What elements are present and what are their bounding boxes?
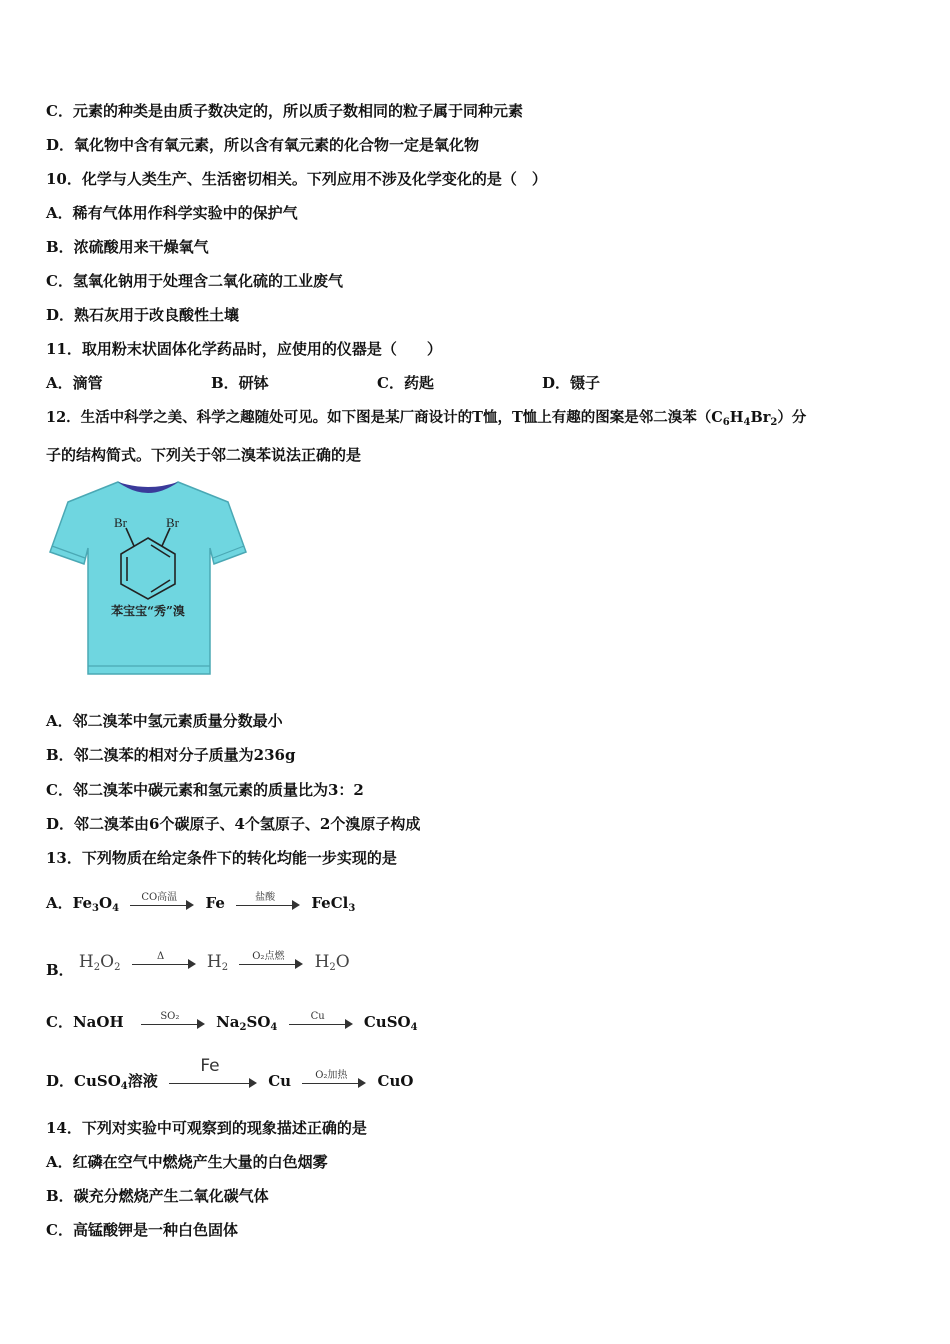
q13-option-c: C．NaOH SO₂ $Na_2SO_4$ Cu CuSO$_4$ bbox=[46, 1011, 418, 1033]
q13-stem: 13．下列物质在给定条件下的转化均能一步实现的是 bbox=[46, 849, 397, 867]
q11-option-d: D．镊子 bbox=[542, 374, 601, 392]
q10-option-c: C．氢氧化钠用于处理含二氧化硫的工业废气 bbox=[46, 272, 343, 290]
br-left-label: Br bbox=[114, 515, 127, 530]
q9-option-d: D．氧化物中含有氧元素，所以含有氧元素的化合物一定是氧化物 bbox=[46, 136, 480, 154]
q11-option-c: C．药匙 bbox=[377, 374, 434, 392]
q10-option-a: A．稀有气体用作科学实验中的保护气 bbox=[46, 204, 298, 222]
q12-stem-line2: 子的结构简式。下列关于邻二溴苯说法正确的是 bbox=[46, 446, 362, 464]
reaction-arrow: Fe bbox=[169, 1072, 257, 1092]
q11-option-b: B．研钵 bbox=[211, 374, 269, 392]
q12-option-a: A．邻二溴苯中氢元素质量分数最小 bbox=[46, 712, 283, 730]
q14-stem: 14．下列对实验中可观察到的现象描述正确的是 bbox=[46, 1119, 367, 1137]
reaction-arrow: O₂加热 bbox=[302, 1072, 366, 1092]
q12-option-b: B．邻二溴苯的相对分子质量为236g bbox=[46, 746, 296, 764]
reaction-arrow: Δ bbox=[132, 953, 196, 973]
tshirt-slogan: 苯宝宝“秀”溴 bbox=[111, 604, 185, 618]
tshirt-figure bbox=[48, 478, 248, 678]
q12-option-c: C．邻二溴苯中碳元素和氢元素的质量比为3：2 bbox=[46, 781, 364, 799]
q10-option-d: D．熟石灰用于改良酸性土壤 bbox=[46, 306, 240, 324]
reaction-arrow: O₂点燃 bbox=[239, 953, 303, 973]
q13-option-a: A．$Fe_3O_4$ CO高温 Fe 盐酸 FeCl$_3$ bbox=[46, 892, 356, 914]
q13-option-b: B． $H_2O_2$ Δ $H_2$ O₂点燃 $H_2O$ bbox=[46, 951, 350, 979]
q13-option-d: D．CuSO$_4$溶液 Fe Cu O₂加热 CuO bbox=[46, 1056, 414, 1092]
q10-option-b: B．浓硫酸用来干燥氧气 bbox=[46, 238, 209, 256]
reaction-arrow: Cu bbox=[289, 1013, 353, 1033]
q14-option-a: A．红磷在空气中燃烧产生大量的白色烟雾 bbox=[46, 1153, 328, 1171]
q12-stem: 12．生活中科学之美、科学之趣随处可见。如下图是某厂商设计的T恤，T恤上有趣的图案是邻二溴苯$(C_6H_4Br_2)$分 bbox=[46, 409, 807, 428]
reaction-arrow: CO高温 bbox=[130, 894, 194, 914]
q14-option-c: C．高锰酸钾是一种白色固体 bbox=[46, 1221, 238, 1239]
q9-option-c: C．元素的种类是由质子数决定的，所以质子数相同的粒子属于同种元素 bbox=[46, 102, 523, 120]
q12-option-d: D．邻二溴苯由6个碳原子、4个氢原子、2个溴原子构成 bbox=[46, 815, 421, 833]
reaction-arrow: SO₂ bbox=[141, 1013, 205, 1033]
q11-stem: 11．取用粉末状固体化学药品时，应使用的仪器是（ ） bbox=[46, 340, 442, 358]
br-right-label: Br bbox=[166, 515, 179, 530]
reaction-arrow: 盐酸 bbox=[236, 894, 300, 914]
q11-option-a: A．滴管 bbox=[46, 374, 103, 392]
q10-stem: 10．化学与人类生产、生活密切相关。下列应用不涉及化学变化的是（ ） bbox=[46, 170, 547, 188]
q14-option-b: B．碳充分燃烧产生二氧化碳气体 bbox=[46, 1187, 269, 1205]
tshirt-body bbox=[50, 482, 246, 674]
